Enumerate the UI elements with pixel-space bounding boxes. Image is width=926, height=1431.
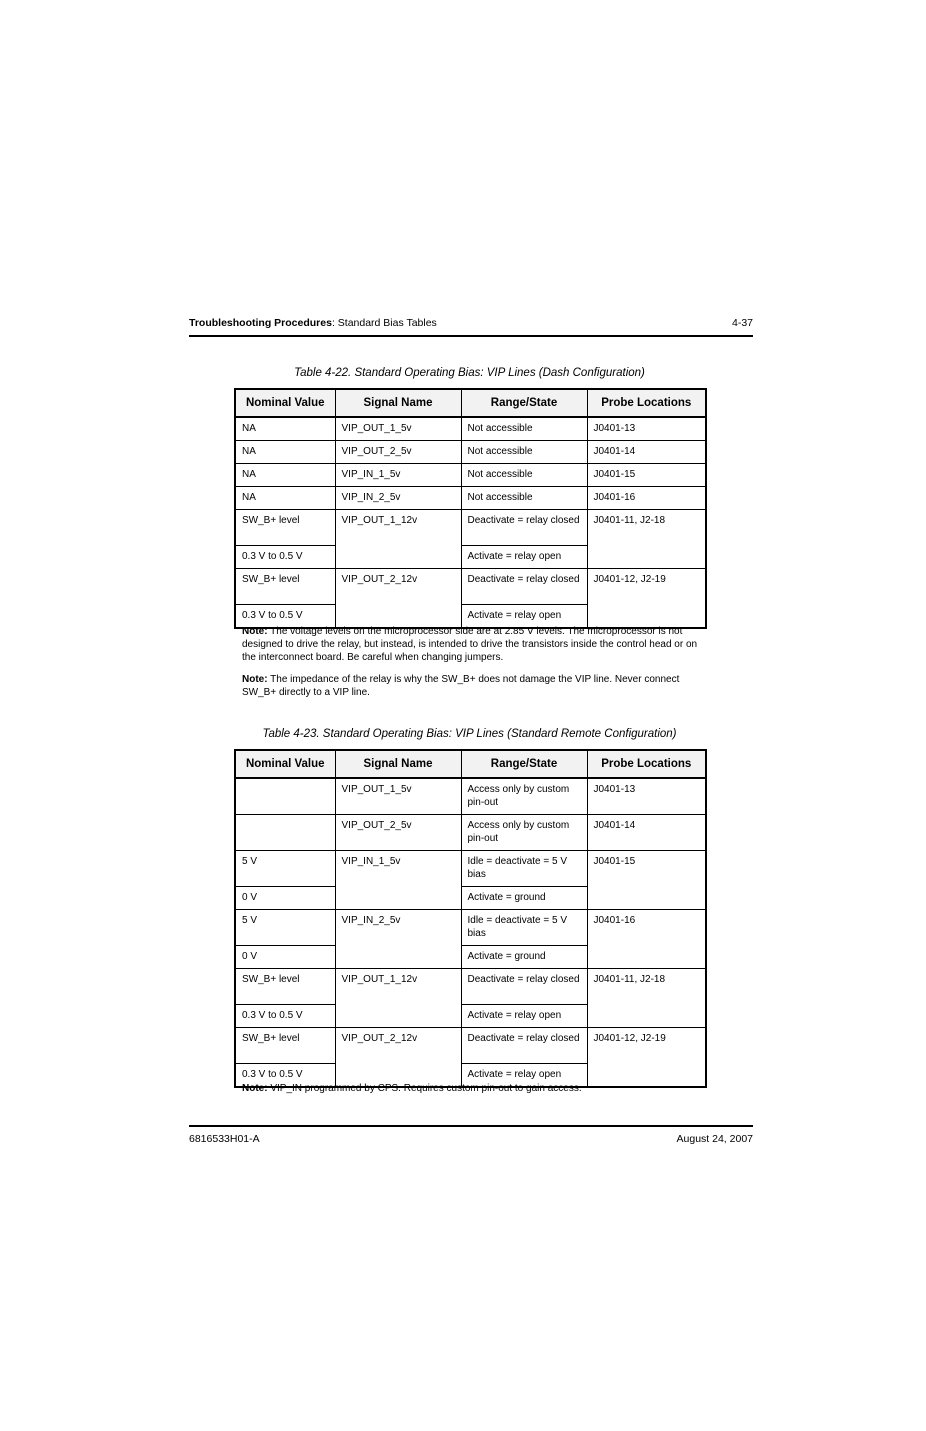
cell-probe: J0401-14 [587, 815, 706, 851]
cell-range: Not accessible [461, 487, 587, 510]
bias-table-remote [234, 749, 707, 1088]
note-label: Note: [242, 1083, 268, 1094]
section-title [189, 317, 437, 329]
page-footer [189, 1133, 753, 1145]
cell-signal: VIP_OUT_1_12v [335, 969, 461, 1028]
header-rule [189, 335, 753, 337]
cell-nominal: 0.3 V to 0.5 V [235, 546, 335, 569]
cell-range: Deactivate = relay closed [461, 1028, 587, 1064]
cell-probe: J0401-15 [587, 464, 706, 487]
cell-nominal: NA [235, 464, 335, 487]
cell-signal: VIP_IN_2_5v [335, 910, 461, 969]
section-title-bold: Troubleshooting Procedures [189, 317, 332, 329]
cell-probe: J0401-12, J2-19 [587, 569, 706, 629]
cell-nominal: NA [235, 441, 335, 464]
cell-range: Activate = relay open [461, 546, 587, 569]
cell-probe: J0401-15 [587, 851, 706, 910]
table-row [235, 778, 706, 815]
table-header-row [235, 750, 706, 778]
table-row [235, 910, 706, 946]
page-header [189, 317, 753, 329]
cell-probe: J0401-16 [587, 487, 706, 510]
cell-nominal: NA [235, 417, 335, 441]
note-text: VIP_IN programmed by CPS. Requires custom pin-out to gain access. [267, 1083, 582, 1094]
cell-range: Idle = deactivate = 5 V bias [461, 910, 587, 946]
cell-range: Activate = relay open [461, 1064, 587, 1088]
cell-nominal: SW_B+ level [235, 569, 335, 605]
cell-probe: J0401-14 [587, 441, 706, 464]
cell-nominal: 5 V [235, 910, 335, 946]
cell-probe: J0401-13 [587, 417, 706, 441]
cell-nominal: 0.3 V to 0.5 V [235, 605, 335, 629]
table-row [235, 815, 706, 851]
cell-signal: VIP_OUT_1_12v [335, 510, 461, 569]
note-label: Note: [242, 626, 268, 637]
table-row [235, 851, 706, 887]
publication-date: August 24, 2007 [676, 1133, 753, 1145]
table-header-row [235, 389, 706, 417]
cell-range: Not accessible [461, 417, 587, 441]
cell-nominal: 0.3 V to 0.5 V [235, 1064, 335, 1088]
note-vip-in-cps [242, 1082, 702, 1095]
table-row [235, 969, 706, 1005]
col-signal-name: Signal Name [335, 389, 461, 417]
table-caption-4-22: Table 4-22. Standard Operating Bias: VIP Lines (Dash Configuration) [294, 367, 645, 379]
cell-probe: J0401-13 [587, 778, 706, 815]
cell-signal: VIP_OUT_2_5v [335, 441, 461, 464]
cell-signal: VIP_OUT_1_5v [335, 417, 461, 441]
cell-range: Deactivate = relay closed [461, 569, 587, 605]
table-row [235, 1028, 706, 1064]
page-number: 4-37 [731, 317, 753, 329]
cell-signal: VIP_IN_1_5v [335, 851, 461, 910]
col-signal-name: Signal Name [335, 750, 461, 778]
table-row [235, 569, 706, 605]
note-relay-impedance [242, 673, 702, 699]
cell-range: Access only by custom pin-out [461, 778, 587, 815]
cell-range: Not accessible [461, 464, 587, 487]
col-range-state: Range/State [461, 750, 587, 778]
section-title-rest: : Standard Bias Tables [331, 317, 437, 329]
note-label: Note: [242, 674, 268, 685]
cell-signal: VIP_IN_1_5v [335, 464, 461, 487]
cell-range: Deactivate = relay closed [461, 969, 587, 1005]
table-row [235, 417, 706, 441]
footer-rule [189, 1125, 753, 1127]
cell-range: Idle = deactivate = 5 V bias [461, 851, 587, 887]
table-row [235, 487, 706, 510]
cell-nominal: 0 V [235, 887, 335, 910]
cell-range: Not accessible [461, 441, 587, 464]
cell-range: Activate = ground [461, 946, 587, 969]
cell-nominal: 0 V [235, 946, 335, 969]
cell-range: Activate = ground [461, 887, 587, 910]
cell-range: Activate = relay open [461, 605, 587, 629]
cell-signal: VIP_OUT_2_12v [335, 1028, 461, 1088]
document-number: 6816533H01-A [189, 1133, 260, 1145]
cell-range: Activate = relay open [461, 1005, 587, 1028]
cell-signal: VIP_OUT_2_5v [335, 815, 461, 851]
cell-nominal: SW_B+ level [235, 510, 335, 546]
cell-signal: VIP_IN_2_5v [335, 487, 461, 510]
cell-range: Access only by custom pin-out [461, 815, 587, 851]
cell-nominal: 5 V [235, 851, 335, 887]
cell-nominal: NA [235, 487, 335, 510]
cell-signal: VIP_OUT_2_12v [335, 569, 461, 629]
bias-table-dash [234, 388, 707, 629]
cell-range: Deactivate = relay closed [461, 510, 587, 546]
cell-probe: J0401-11, J2-18 [587, 969, 706, 1028]
col-range-state: Range/State [461, 389, 587, 417]
table-row [235, 510, 706, 546]
cell-nominal [235, 815, 335, 851]
col-probe-locations: Probe Locations [587, 750, 706, 778]
table-row [235, 464, 706, 487]
note-text: The voltage levels on the microprocessor side are at 2.85 V levels. The microprocessor is not designed to drive the relay, but instead, is intended to drive the transistors inside the control head or on the interconnect board. Be careful when changing jumpers. [242, 626, 698, 663]
note-text: The impedance of the relay is why the SW_B+ does not damage the VIP line. Never connect SW_B+ directly to a VIP line. [242, 674, 680, 698]
cell-nominal: SW_B+ level [235, 1028, 335, 1064]
cell-signal: VIP_OUT_1_5v [335, 778, 461, 815]
cell-nominal: SW_B+ level [235, 969, 335, 1005]
cell-nominal: 0.3 V to 0.5 V [235, 1005, 335, 1028]
cell-nominal [235, 778, 335, 815]
table-row [235, 441, 706, 464]
table-caption-4-23: Table 4-23. Standard Operating Bias: VIP Lines (Standard Remote Configuration) [262, 728, 677, 740]
cell-probe: J0401-12, J2-19 [587, 1028, 706, 1088]
col-probe-locations: Probe Locations [587, 389, 706, 417]
note-voltage-levels [242, 625, 702, 664]
col-nominal-value: Nominal Value [235, 750, 335, 778]
col-nominal-value: Nominal Value [235, 389, 335, 417]
cell-probe: J0401-16 [587, 910, 706, 969]
cell-probe: J0401-11, J2-18 [587, 510, 706, 569]
